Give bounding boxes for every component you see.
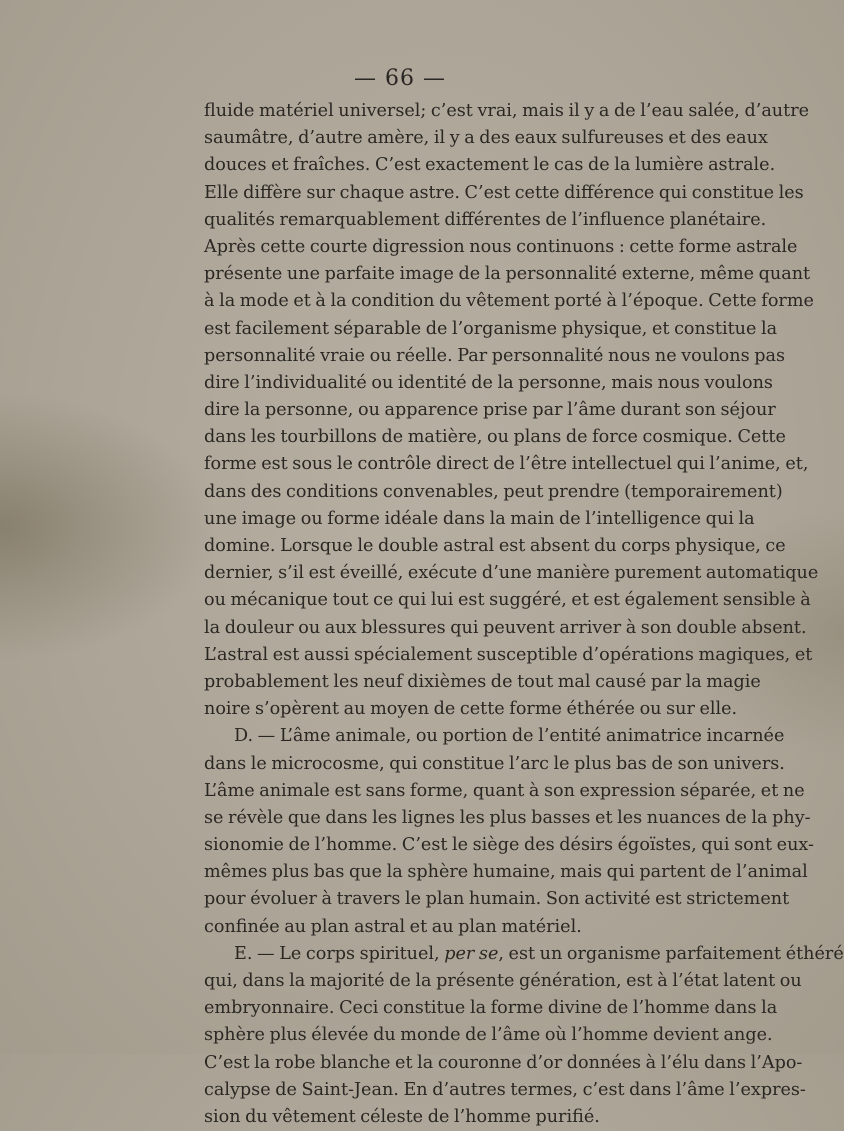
italic-phrase: per se (444, 943, 499, 964)
text-line (204, 288, 814, 315)
text-line-main: présente une parfaite image de la personnalité externe, même quant (204, 264, 811, 285)
text-line-main: E. — Le corps spirituel, (234, 943, 445, 964)
text-line-main: douces et fraîches. C’est exactement le cas de la lumière astrale. (204, 155, 776, 176)
text-line-main: noire s’opèrent au moyen de cette forme éthérée ou sur elle. (204, 699, 738, 720)
text-line (204, 778, 805, 805)
text-line (204, 615, 807, 642)
text-line (204, 152, 776, 179)
text-line-main: la douleur ou aux blessures qui peuvent arriver à son double absent. (204, 617, 807, 638)
text-line (204, 560, 819, 587)
text-line (204, 343, 786, 370)
text-line-main: embryonnaire. Ceci constitue la forme divine de l’homme dans la (204, 998, 778, 1019)
text-line (204, 859, 808, 886)
text-line-main: probablement les neuf dixièmes de tout mal causé par la magie (204, 671, 761, 692)
text-line-main: ou mécanique tout ce qui lui est suggéré, et est également sensible à (204, 590, 811, 611)
text-line (204, 207, 767, 234)
text-line (204, 886, 790, 913)
text-line-main: mêmes plus bas que la sphère humaine, mais qui partent de l’animal (204, 862, 808, 883)
text-line (204, 479, 783, 506)
text-line (204, 125, 768, 152)
text-line (204, 533, 786, 560)
text-line-main: se révèle que dans les lignes les plus basses et les nuances de la phy- (204, 807, 811, 828)
text-line-main: une image ou forme idéale dans la main de l’intelligence qui la (204, 508, 755, 529)
text-line-main: Elle diffère sur chaque astre. C’est cette différence qui constitue les (204, 182, 804, 203)
text-line (204, 941, 844, 968)
text-line (204, 669, 761, 696)
text-line-main: personnalité vraie ou réelle. Par personnalité nous ne voulons pas (204, 345, 786, 366)
body-text (204, 98, 844, 1131)
text-line-main: D. — L’âme animale, ou portion de l’entité animatrice incarnée (234, 726, 785, 747)
text-line-main: C’est la robe blanche et la couronne d’or données à l’élu dans l’Apo- (204, 1052, 803, 1073)
text-line-main: dire la personne, ou apparence prise par l’âme durant son séjour (204, 400, 776, 421)
text-line-main: confinée au plan astral et au plan matériel. (204, 916, 582, 937)
text-line-main: dans des conditions convenables, peut prendre (temporairement) (204, 481, 783, 502)
text-line (204, 506, 755, 533)
text-line-main: à la mode et à la condition du vêtement porté à l’époque. Cette forme (204, 291, 814, 312)
text-line (204, 451, 809, 478)
text-line (204, 832, 814, 859)
text-line (204, 968, 802, 995)
page-number: — 66 — (354, 66, 446, 91)
text-line-main: Après cette courte digression nous continuons : cette forme astrale (204, 236, 798, 257)
text-line (204, 696, 738, 723)
text-line (204, 1022, 773, 1049)
text-line (204, 261, 811, 288)
text-line-main: est facilement séparable de l’organisme physique, et constitue la (204, 318, 778, 339)
text-line (204, 995, 778, 1022)
text-line (204, 397, 776, 424)
text-line-main: dernier, s’il est éveillé, exécute d’une manière purement automatique (204, 563, 819, 584)
text-line (204, 98, 810, 125)
text-line-main: fluide matériel universel; c’est vrai, mais il y a de l’eau salée, d’autre (204, 101, 810, 121)
text-line (204, 370, 773, 397)
text-line-main: pour évoluer à travers le plan humain. Son activité est strictement (204, 889, 790, 910)
text-line-main: qui, dans la majorité de la présente génération, est à l’état latent ou (204, 971, 802, 991)
text-line (204, 424, 786, 451)
text-line-main: dire l’individualité ou identité de la personne, mais nous voulons (204, 372, 773, 393)
text-line-main: dans le microcosme, qui constitue l’arc le plus bas de son univers. (204, 753, 785, 774)
text-line-main: dans les tourbillons de matière, ou plans de force cosmique. Cette (204, 427, 786, 448)
text-line (204, 642, 813, 669)
text-line (204, 723, 785, 750)
text-line-main: domine. Lorsque le double astral est absent du corps physique, ce (204, 536, 786, 556)
text-line (204, 587, 811, 614)
text-line (204, 914, 714, 941)
text-line (204, 234, 798, 261)
text-line-main: forme est sous le contrôle direct de l’être intellectuel qui l’anime, et, (204, 454, 809, 475)
text-line-main: L’âme animale est sans forme, quant à son expression séparée, et ne (204, 780, 805, 801)
text-line (204, 1077, 806, 1104)
text-line (204, 1104, 714, 1131)
text-line (204, 316, 778, 343)
text-line-main: calypse de Saint-Jean. En d’autres termes, c’est dans l’âme l’expres- (204, 1079, 806, 1100)
text-line-main: qualités remarquablement différentes de l’influence planétaire. (204, 209, 767, 230)
text-line-main: sion du vêtement céleste de l’homme purifié. (204, 1106, 600, 1127)
text-line (204, 751, 785, 778)
text-line (204, 1050, 803, 1077)
text-line-main: sphère plus élevée du monde de l’âme où l’homme devient ange. (204, 1025, 773, 1046)
text-line-rest: , est un organisme parfaitement éthéré (498, 943, 844, 964)
text-line-main: saumâtre, d’autre amère, il y a des eaux sulfureuses et des eaux (204, 128, 768, 149)
text-line-main: sionomie de l’homme. C’est le siège des désirs égoïstes, qui sont eux- (204, 835, 814, 856)
text-line (204, 805, 811, 832)
text-line (204, 180, 804, 207)
text-line-main: L’astral est aussi spécialement susceptible d’opérations magiques, et (204, 644, 813, 665)
